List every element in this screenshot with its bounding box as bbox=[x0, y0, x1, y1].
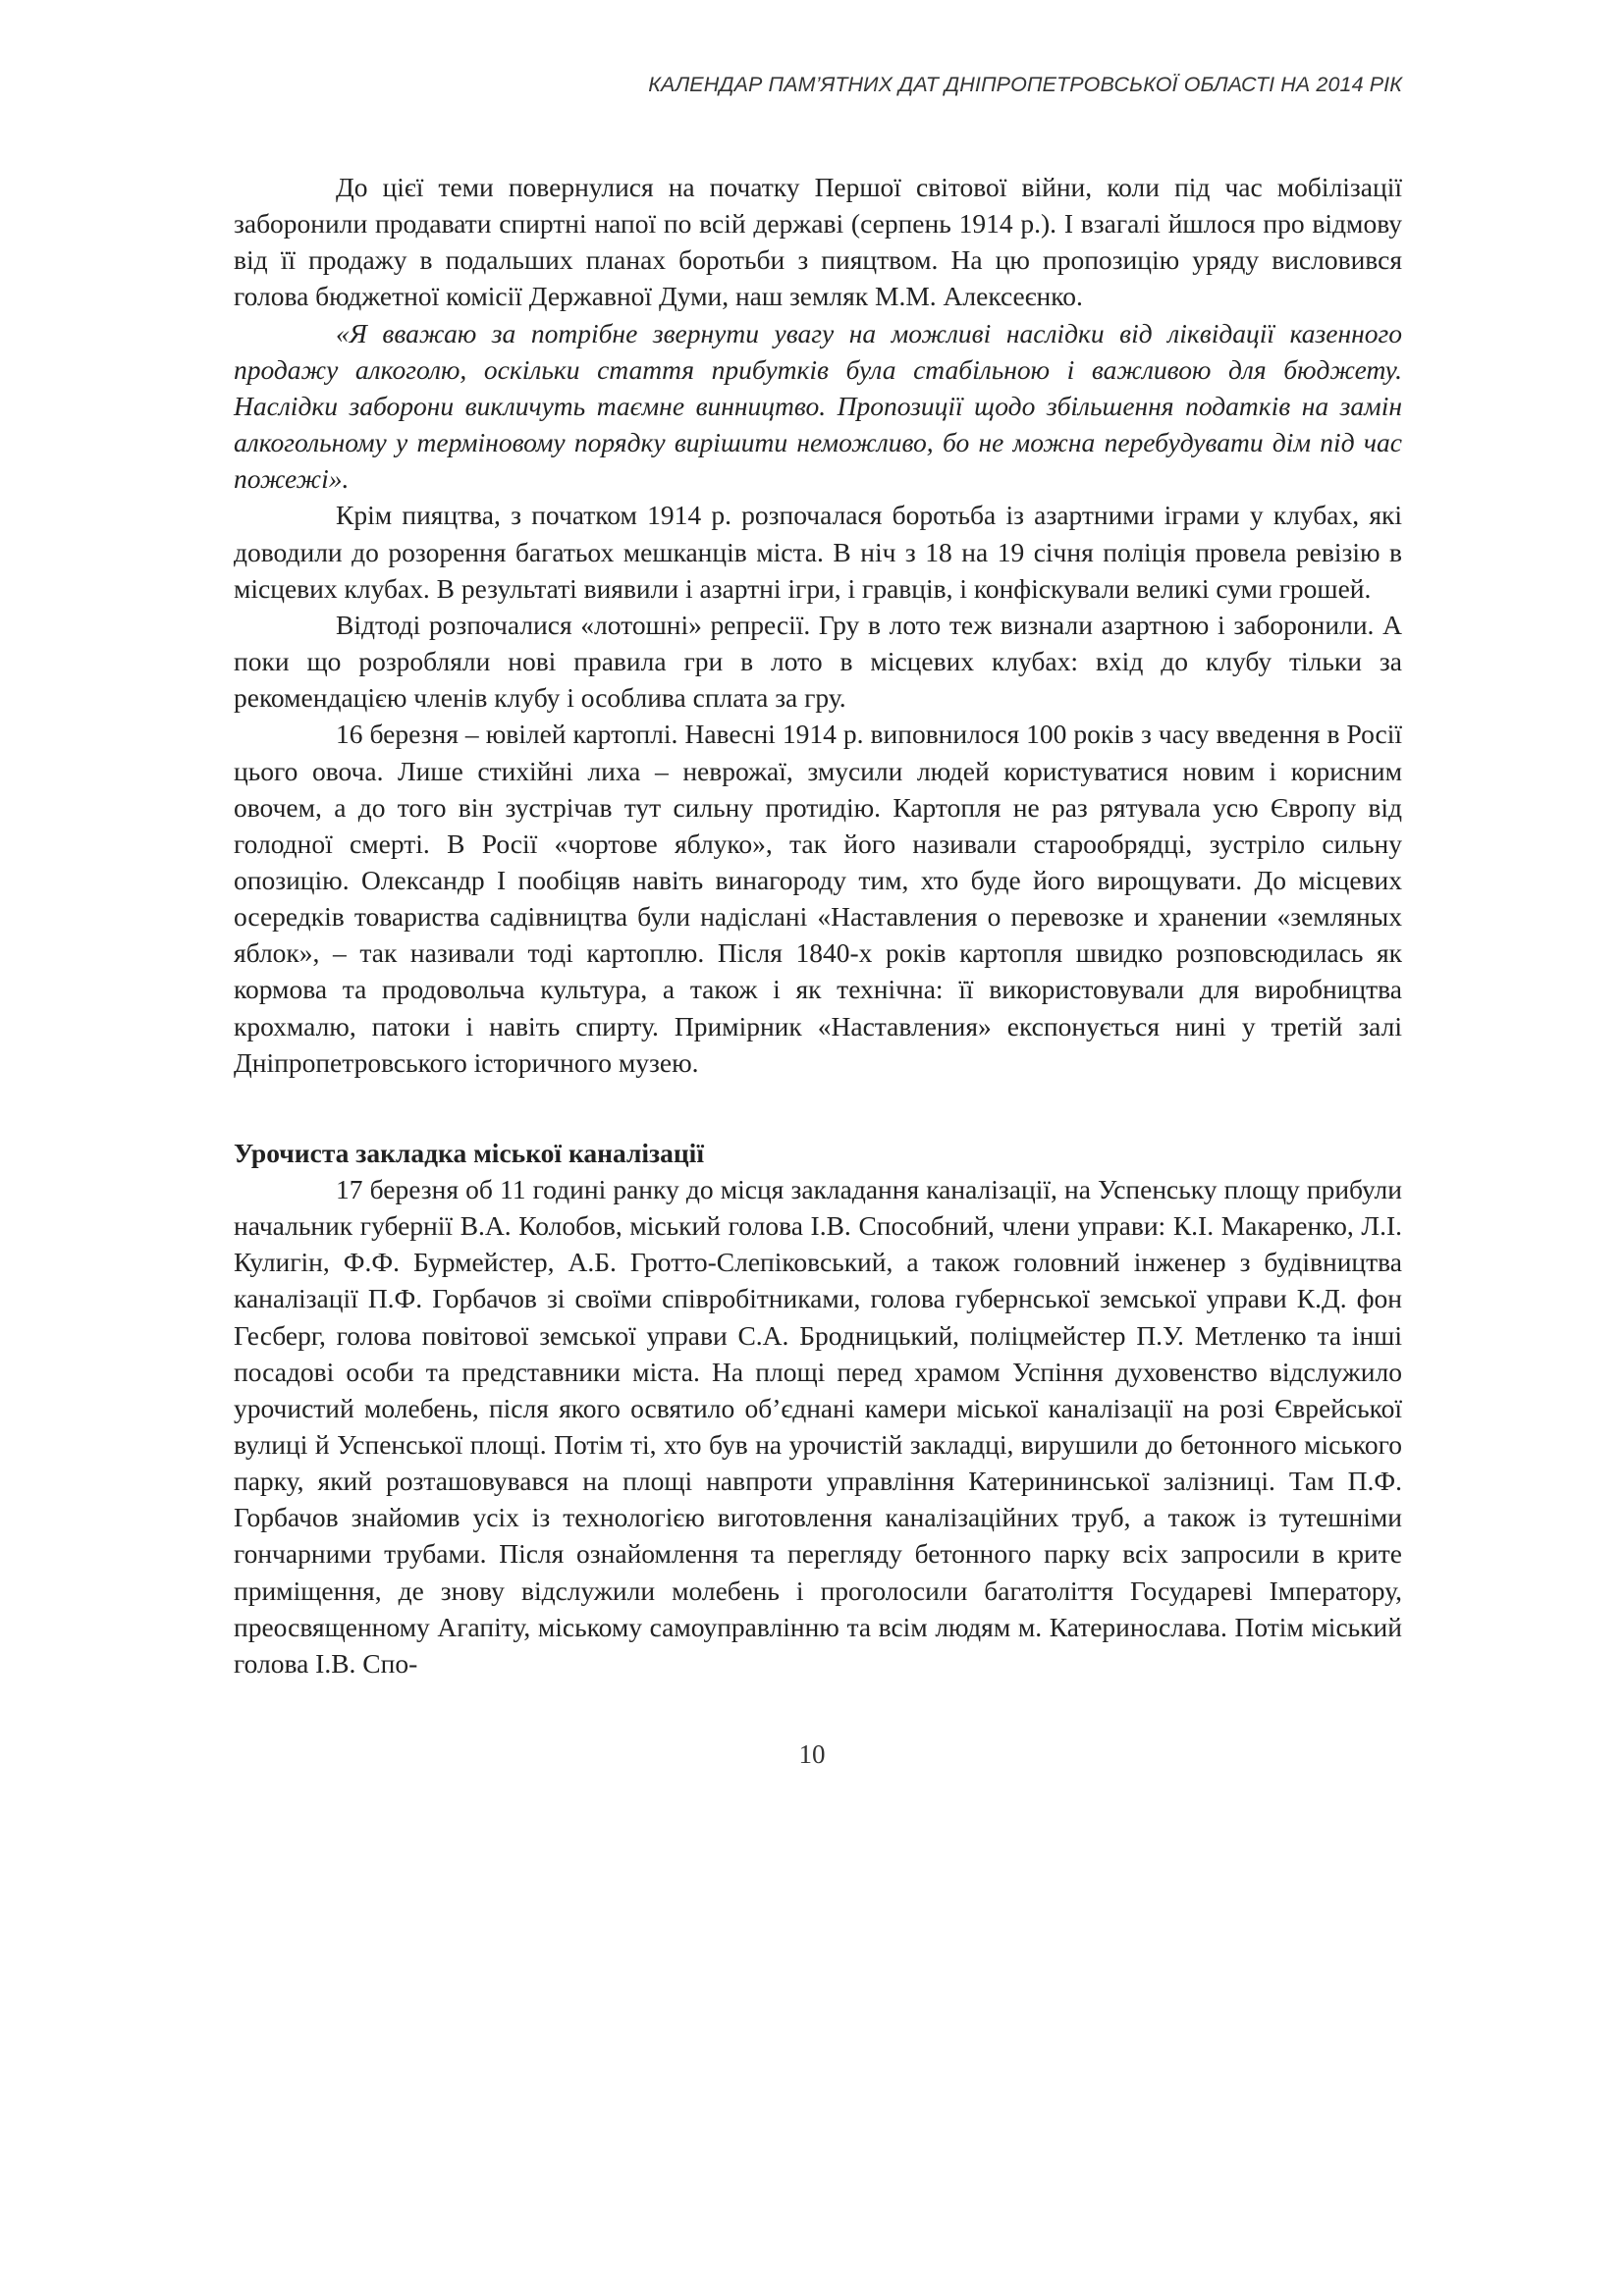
quote-paragraph: «Я вважаю за потрібне звернути увагу на можливі наслідки від ліквідації казенного продажу алкоголю, оскільки стаття прибутків була стабільною і важливою для бюджету. Наслідки заборони викличуть таємне винництво. Пропозиції щодо збільшення податків на замін алкогольному у терміновому порядку вирішити неможливо, бо не можна перебудувати дім під час пожежі». bbox=[234, 317, 1402, 495]
body-text bbox=[234, 169, 1402, 1682]
paragraph: Крім пияцтва, з початком 1914 р. розпочалася боротьба із азартними іграми у клубах, які доводили до розорення багатьох мешканців міста. В ніч з 18 на 19 січня поліція провела ревізію в місцевих клубах. В результаті виявили і азартні ігри, і гравців, і конфіскували великі суми грошей. bbox=[234, 500, 1402, 604]
paragraph: 17 березня об 11 годині ранку до місця закладання каналізації, на Успенську площу прибули начальник губернії В.А. Колобов, міський голова І.В. Способний, члени управи: К.І. Макаренко, Л.І. Кулигін, Ф.Ф. Бурмейстер, А.Б. Гротто-Слепіковський, а також головний інженер з будівництва каналізації П.Ф. Горбачов зі своїми співробітниками, голова губернської земської управи К.Д. фон Гесберг, голова повітової земської управи С.А. Бродницький, поліцмейстер П.У. Метленко та інші посадові особи та представники міста. На площі перед храмом Успіння духовенство відслужило урочистий молебень, після якого освятило об’єднані камери міської каналізації на розі Єврейської вулиці й Успенської площі. Потім ті, хто був на урочистій закладці, вирушили до бетонного міського парку, який розташовувався на площі навпроти управління Катерининської залізниці. Там П.Ф. Горбачов знайомив усіх із технологією виготовлення каналізаційних труб, а також із тутешніми гончарними трубами. Після ознайомлення та перегляду бетонного парку всіх запросили в крите приміщення, де знову відслужили молебень і проголосили багатоліття Государеві Імператору, преосвященному Агапіту, міському самоуправлінню та всім людям м. Катеринослава. Потім міський голова І.В. Спо- bbox=[234, 1173, 1402, 1679]
paragraph: 16 березня – ювілей картоплі. Навесні 1914 р. виповнилося 100 років з часу введення в Росії цього овоча. Лише стихійні лиха – неврожаї, змусили людей користуватися новим і корисним овочем, а до того він зустрічав тут сильну протидію. Картопля не раз рятувала усю Європу від голодної смерті. В Росії «чортове яблуко», так його називали старообрядці, зустріло сильну опозицію. Олександр І пообіцяв навіть винагороду тим, хто буде його вирощувати. До місцевих осередків товариства садівництва були надіслані «Наставления о перевозке и хранении «земляных яблок», – так називали тоді картоплю. Після 1840-х років картопля швидко розповсюдилась як кормова та продовольча культура, а також і як технічна: її використовували для виробництва крохмалю, патоки і навіть спирту. Примірник «Наставления» експонується нині у третій залі Дніпропетровського історичного музею. bbox=[234, 719, 1402, 1078]
running-header: КАЛЕНДАР ПАМ’ЯТНИХ ДАТ ДНІПРОПЕТРОВСЬКОЇ ОБЛАСТІ НА 2014 РІК bbox=[648, 73, 1402, 96]
page-number: 10 bbox=[798, 1739, 826, 1769]
section-heading: Урочиста закладка міської каналізації bbox=[234, 1137, 704, 1168]
paragraph: До цієї теми повернулися на початку Першої світової війни, коли під час мобілізації заборонили продавати спиртні напої по всій державі (серпень 1914 р.). І взагалі йшлося про відмову від її продажу в подальших планах боротьби з пияцтвом. На цю пропозицію уряду висловився голова бюджетної комісії Державної Думи, наш земляк М.М. Алексеєнко. bbox=[234, 172, 1402, 312]
paragraph: Відтоді розпочалися «лотошні» репресії. Гру в лото теж визнали азартною і заборонили. А поки що розробляли нові правила гри в лото в місцевих клубах: вхід до клубу тільки за рекомендацією членів клубу і особлива сплата за гру. bbox=[234, 609, 1402, 714]
